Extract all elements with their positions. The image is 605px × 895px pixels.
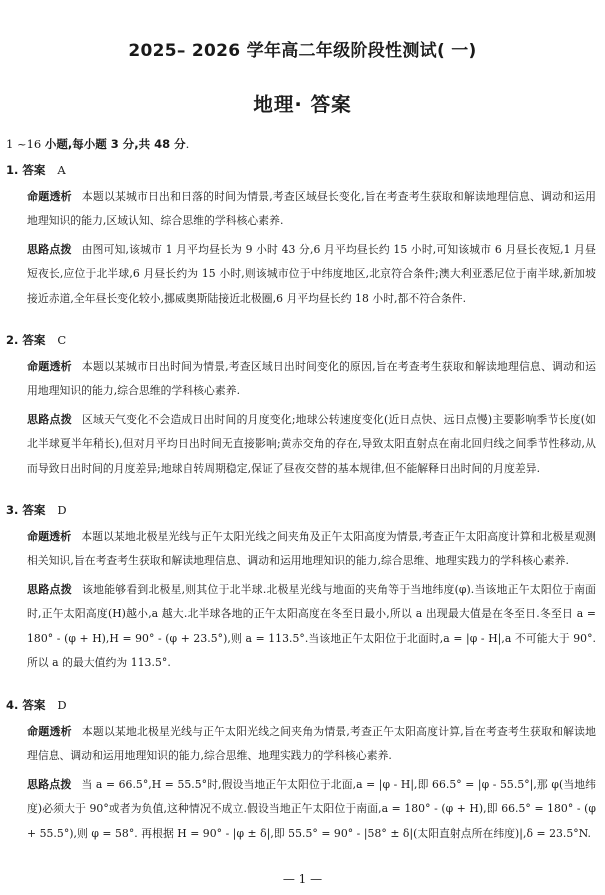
analysis-label: 命题透析 <box>27 190 72 203</box>
hint-paragraph <box>6 408 596 481</box>
analysis-paragraph <box>6 525 596 574</box>
question-2 <box>6 332 596 481</box>
hint-paragraph <box>6 238 596 311</box>
analysis-label: 命题透析 <box>27 360 72 373</box>
page-number: — 1 — <box>282 872 323 886</box>
answer-label: 答案 <box>22 163 46 177</box>
question-3 <box>6 502 596 675</box>
hint-label: 思路点拨 <box>27 242 72 256</box>
page-title: 地理· 答案 <box>253 93 352 116</box>
hint-paragraph <box>6 578 596 676</box>
analysis-text: 本题以某城市日出时间为情景,考查区域日出时间变化的原因,旨在考查考生获取和解读地理信息、调动和运用地理知识的能力,综合思维的学科核心素养. <box>27 360 597 398</box>
analysis-text: 本题以某城市日出和日落的时间为情景,考查区域昼长变化,旨在考查考生获取和解读地理信息、调动和运用地理知识的能力,区域认知、综合思维的学科核心素养. <box>27 190 597 228</box>
answer-line <box>6 332 596 348</box>
answer-line <box>6 162 596 178</box>
analysis-text: 本题以某地北极星光线与正午太阳光线之间夹角及正午太阳高度为情景,考查正午太阳高度计算和北极星观测相关知识,旨在考查考生获取和解读地理信息、调动和运用地理知识的能力,综合思维、地理实践力的学科核心素养. <box>27 530 597 568</box>
answer-label: 答案 <box>22 333 46 347</box>
answer-line <box>6 697 596 713</box>
answer-choice: D <box>57 698 67 712</box>
analysis-paragraph <box>6 185 596 234</box>
analysis-text: 本题以某地北极星光线与正午太阳光线之间夹角为情景,考查正午太阳高度计算,旨在考查考生获取和解读地理信息、调动和运用地理知识的能力,综合思维、地理实践力的学科核心素养. <box>27 725 597 763</box>
section-intro <box>6 136 189 152</box>
hint-label: 思路点拨 <box>27 777 72 791</box>
exam-title: 2025– 2026 学年高二年级阶段性测试( 一) <box>128 41 477 61</box>
intro-scoring: 小题,每小题 3 分,共 48 分 <box>44 137 186 151</box>
hint-text: 该地能够看到北极星,则其位于北半球.北极星光线与地面的夹角等于当地纬度(φ).当该地正午太阳位于南面时,正午太阳高度(H)越小,a 越大.北半球各地的正午太阳高度在冬至日最小,所以 a 出现最大值是在冬至日.冬至日 a = 180° - (φ + H),H = 90° - (φ + 23.5°),则 a = 113.5°.当该地正午太阳位于北面时,a = |φ - H|,a 不可能大于 90°.所以 a 的最大值约为 113.5°. <box>27 582 596 670</box>
analysis-paragraph <box>6 355 596 404</box>
question-number: 4. <box>6 698 19 712</box>
intro-period: . <box>185 137 190 151</box>
question-number: 2. <box>6 333 19 347</box>
intro-range: 1 ~16 <box>6 137 45 151</box>
answer-choice: A <box>57 163 66 177</box>
question-number: 1. <box>6 163 19 177</box>
hint-text: 当 a = 66.5°,H = 55.5°时,假设当地正午太阳位于北面,a = |φ - H|,即 66.5° = |φ - 55.5°|,那 φ(当地纬度)必须大于 90°或者为负值,这种情况不成立.假设当地正午太阳位于南面,a = 180° - (φ + H),即 66.5° = 180° - (φ + 55.5°),则 φ = 58°. 再根据 H = 90° - |φ ± δ|,即 55.5° = 90° - |58° ± δ|(太阳直射点所在纬度)|,δ = 23.5°N. <box>27 777 596 840</box>
analysis-paragraph <box>6 720 596 769</box>
analysis-label: 命题透析 <box>27 725 72 738</box>
hint-text: 由图可知,该城市 1 月平均昼长为 9 小时 43 分,6 月平均昼长约 15 小时,可知该城市 6 月昼长夜短,1 月昼短夜长,应位于北半球,6 月昼长约为 15 小时,则该城市位于中纬度地区,北京符合条件;澳大利亚悉尼位于南半球,新加坡接近赤道,全年昼长变化较小,挪威奥斯陆接近北极圈,6 月平均昼长约 18 小时,都不符合条件. <box>27 242 596 305</box>
question-1 <box>6 162 596 311</box>
answer-choice: C <box>57 333 67 347</box>
question-number: 3. <box>6 503 19 517</box>
answer-choice: D <box>57 503 67 517</box>
question-4 <box>6 697 596 846</box>
answer-label: 答案 <box>22 503 46 517</box>
hint-text: 区域天气变化不会造成日出时间的月度变化;地球公转速度变化(近日点快、远日点慢)主要影响季节长度(如北半球夏半年稍长),但对月平均日出时间无直接影响;黄赤交角的存在,导致太阳直射点在南北回归线之间季节性移动,从而导致日出时间的月度差异;地球自转周期稳定,保证了昼夜交替的基本规律,但不能解释日出时间的月度差异. <box>27 412 596 475</box>
answer-line <box>6 502 596 518</box>
hint-paragraph <box>6 773 596 846</box>
hint-label: 思路点拨 <box>27 412 72 426</box>
analysis-label: 命题透析 <box>27 530 72 543</box>
hint-label: 思路点拨 <box>27 582 73 596</box>
answer-label: 答案 <box>22 698 46 712</box>
